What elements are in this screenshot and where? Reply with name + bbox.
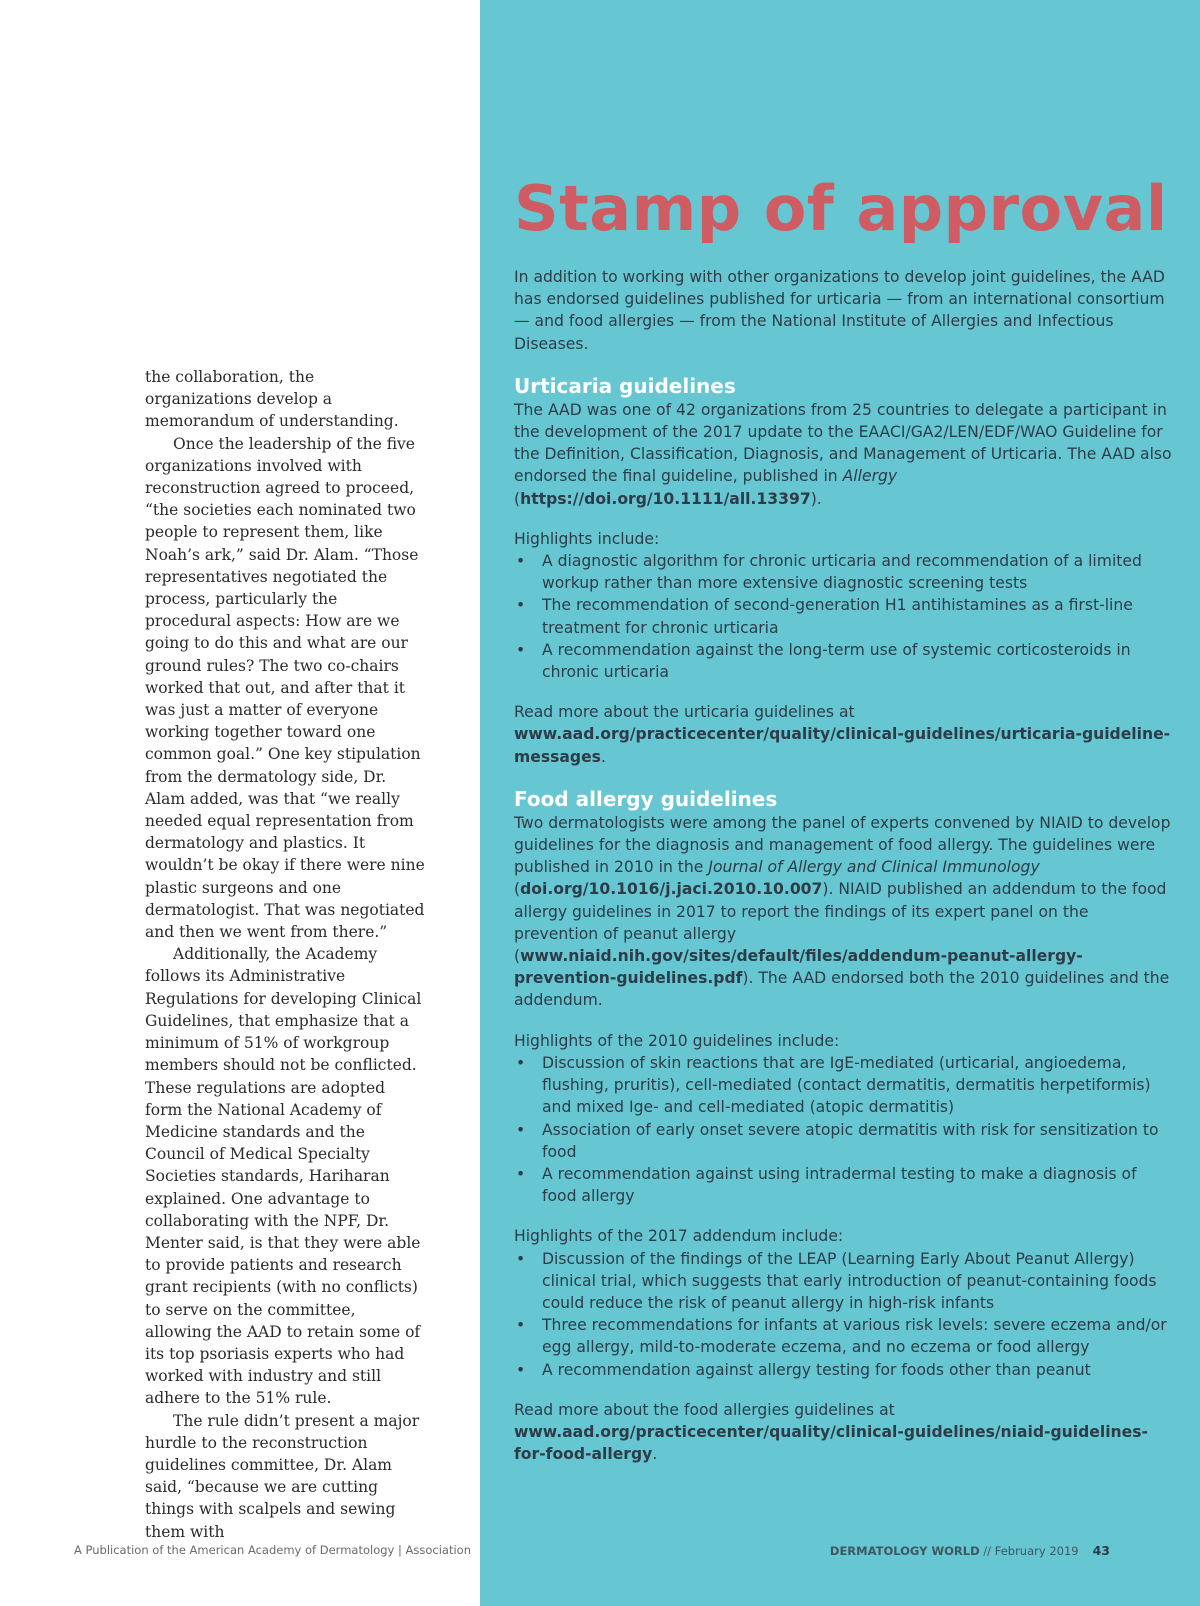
list-item: • A diagnostic algorithm for chronic urticaria and recommendation of a limited workup rather than more extensive diagnostic screening tests — [514, 550, 1174, 594]
urticaria-read-more: Read more about the urticaria guidelines at www.aad.org/practicecenter/quality/clinical-guidelines/urticaria-guideline-messages. — [514, 703, 1171, 766]
article-paragraph: Additionally, the Academy follows its Administrative Regulations for developing Clinical Guidelines, that emphasize that a minimum of 51% of workgroup members should not be conflicted. These regulations are adopted form the National Academy of Medicine standards and the Council of Medical Specialty Societies standards, Hariharan explained. One advantage to collaborating with the NPF, Dr. Menter said, is that they were able to provide patients and research grant recipients (with no conflicts) to serve on the committee, allowing the AAD to retain some of its top psoriasis experts who had worked with industry and still adhere to the 51% rule. — [145, 945, 422, 1408]
sidebar-box — [480, 0, 1200, 1606]
list-item: • A recommendation against allergy testing for foods other than peanut — [514, 1359, 1174, 1381]
folio-separator: // — [979, 1544, 995, 1558]
list-item: • A recommendation against using intradermal testing to make a diagnosis of food allergy — [514, 1163, 1174, 1207]
journal-name: Allergy — [842, 467, 898, 486]
list-item: • A recommendation against the long-term use of systemic corticosteroids in chronic urticaria — [514, 639, 1174, 683]
sidebar-title: Stamp of approval — [514, 172, 1168, 245]
list-item: • Three recommendations for infants at various risk levels: severe eczema and/or egg allergy, mild-to-moderate eczema, and no eczema or food allergy — [514, 1314, 1174, 1358]
doi-link[interactable]: https://doi.org/10.1111/all.13397 — [520, 489, 811, 508]
page-number: 43 — [1092, 1543, 1110, 1558]
highlights-2017-label: Highlights of the 2017 addendum include: — [514, 1227, 844, 1246]
article-paragraph: Once the leadership of the five organizations involved with reconstruction agreed to proceed, “the societies each nominated two people to represent them, like Noah’s ark,” said Dr. Alam. “Those representatives negotiated the process, particularly the procedural aspects: How are we going to do this and what are our ground rules? The two co-chairs worked that out, and after that it was just a matter of everyone working together toward one common goal.” One key stipulation from the dermatology side, Dr. Alam added, was that “we really needed equal representation from dermatology and plastics. It wouldn’t be okay if there were nine plastic surgeons and one dermatologist. That was negotiated and then we went from there.” — [145, 434, 425, 942]
list-item: • The recommendation of second-generation H1 antihistamines as a first-line treatment for chronic urticaria — [514, 594, 1174, 638]
urticaria-body: The AAD was one of 42 organizations from 25 countries to delegate a participant in the development of the 2017 update to the EAACI/GA2/LEN/EDF/WAO Guideline for the Definition, Classification, Diagnosis, and Management of Urticaria. The AAD also endorsed the final guideline, published in Allergy (https://doi.org/10.1111/all.13397). — [514, 400, 1172, 508]
issue-date: February 2019 — [994, 1544, 1079, 1558]
sidebar-intro: In addition to working with other organizations to develop joint guidelines, the AAD has endorsed guidelines published for urticaria — from an international consortium — and food allergies — from the National Institute of Allergies and Infectious Diseases. — [514, 268, 1165, 353]
addendum-link[interactable]: www.niaid.nih.gov/sites/default/files/addendum-peanut-allergy-prevention-guidelines.pdf — [514, 947, 1083, 988]
urticaria-highlights — [514, 550, 1174, 683]
highlights-label: Highlights include: — [514, 529, 660, 548]
food-heading: Food allergy guidelines — [514, 786, 778, 811]
list-item: • Discussion of skin reactions that are IgE-mediated (urticarial, angioedema, flushing, pruritis), cell-mediated (contact dermatitis, dermatitis herpetiformis) and mixed Ige- and cell-mediated (atopic dermatitis) — [514, 1052, 1174, 1119]
food-body: Two dermatologists were among the panel of experts convened by NIAID to develop guidelines for the diagnosis and management of food allergy. The guidelines were published in 2010 in the Journal of Allergy and Clinical Immunology (doi.org/10.1016/j.jaci.2010.10.007). NIAID published an addendum to the food allergy guidelines in 2017 to report the findings of its expert panel on the prevention of peanut allergy (www.niaid.nih.gov/sites/default/files/addendum-peanut-allergy-prevention-guidelines.pdf). The AAD endorsed both the 2010 guidelines and the addendum. — [514, 813, 1171, 1010]
highlights-2010-label: Highlights of the 2010 guidelines include: — [514, 1031, 840, 1050]
article-paragraph: The rule didn’t present a major hurdle to the reconstruction guidelines committee, Dr. Alam said, “because we are cutting things with scalpels and sewing them with — [145, 1411, 420, 1541]
footer-folio — [830, 1543, 1110, 1558]
journal-name: Journal of Allergy and Clinical Immunology — [708, 858, 1040, 877]
article-column — [145, 366, 425, 1543]
article-paragraph: the collaboration, the organizations develop a memorandum of understanding. — [145, 368, 399, 431]
highlights-2010 — [514, 1052, 1174, 1207]
list-item: • Association of early onset severe atopic dermatitis with risk for sensitization to food — [514, 1119, 1174, 1163]
food-link[interactable]: www.aad.org/practicecenter/quality/clinical-guidelines/niaid-guidelines-for-food-allergy — [514, 1422, 1148, 1464]
magazine-name: DERMATOLOGY WORLD — [829, 1544, 980, 1558]
urticaria-link[interactable]: www.aad.org/practicecenter/quality/clinical-guidelines/urticaria-guideline-messages — [514, 725, 1171, 766]
sidebar-content — [514, 172, 1174, 1465]
doi-link[interactable]: doi.org/10.1016/j.jaci.2010.10.007 — [520, 880, 823, 899]
highlights-2017 — [514, 1248, 1174, 1381]
list-item: • Discussion of the findings of the LEAP (Learning Early About Peanut Allergy) clinical trial, which suggests that early introduction of peanut-containing foods could reduce the risk of peanut allergy in high-risk infants — [514, 1248, 1174, 1315]
food-read-more: Read more about the food allergies guidelines at www.aad.org/practicecenter/quality/clinical-guidelines/niaid-guidelines-for-food-allergy. — [514, 1400, 1148, 1464]
urticaria-heading: Urticaria guidelines — [514, 373, 736, 398]
footer-publication: A Publication of the American Academy of Dermatology | Association — [74, 1543, 472, 1557]
